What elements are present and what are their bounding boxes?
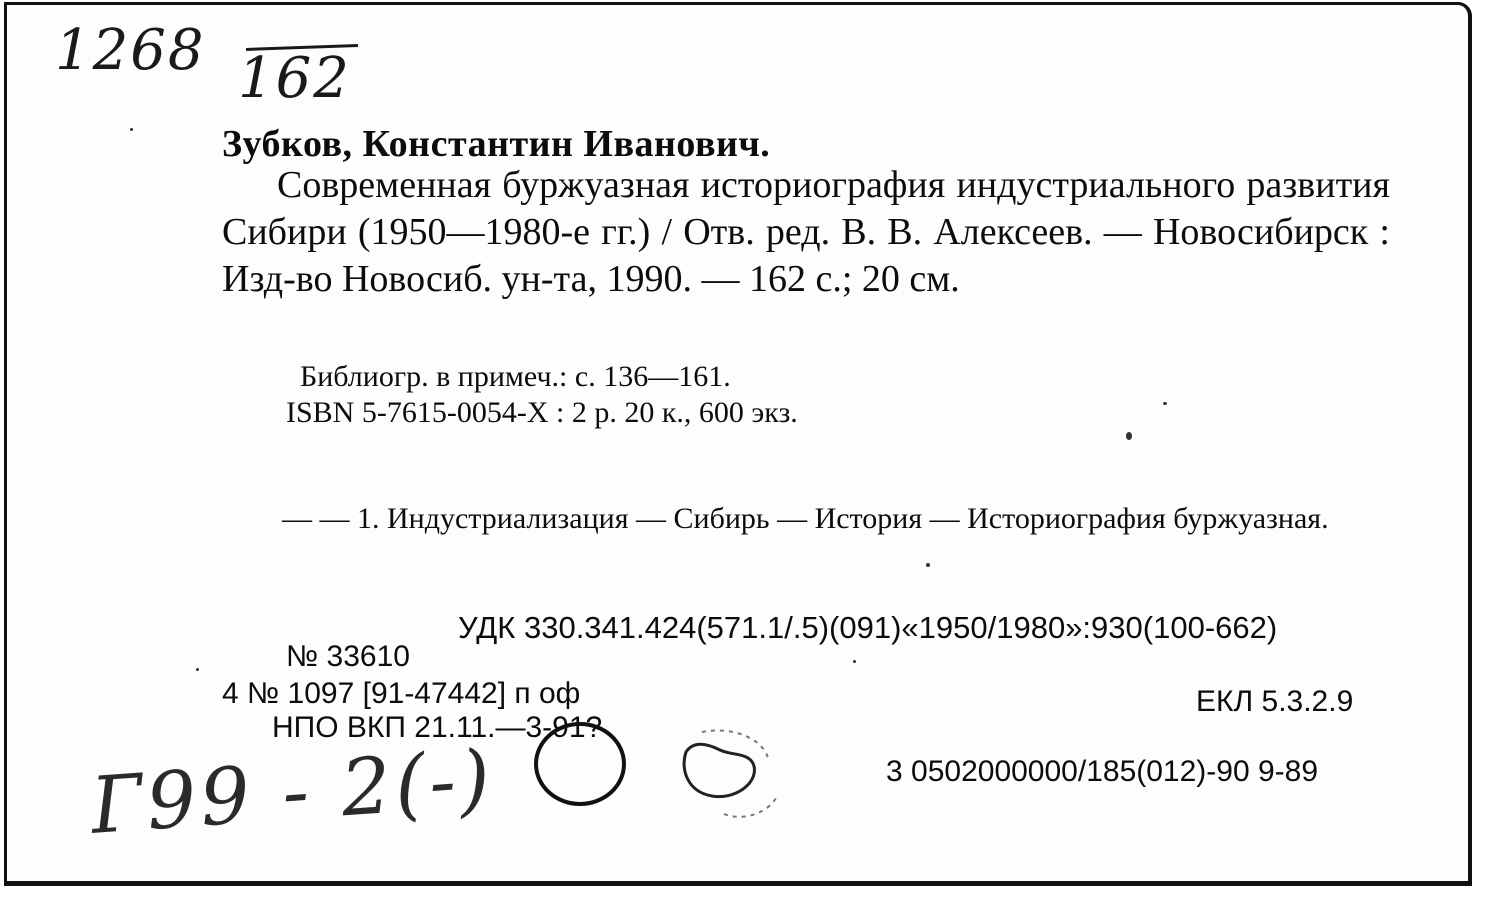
scan-speck (1163, 402, 1167, 405)
inventory-handwriting: Г99 - 2(-) (88, 733, 497, 852)
scan-speck (853, 660, 856, 663)
scan-speck (130, 128, 133, 131)
card-number: № 33610 (286, 640, 410, 673)
bibliographic-description: Современная буржуазная историография индустриального развития Сибири (1950—1980-е гг.) / Отв. ред. В. В. Алексеев. — Новосибирск : Изд-во Новосиб. ун-та, 1990. — 162 с.; 20 см. (222, 164, 1390, 300)
ekl-code: ЕКЛ 5.3.2.9 (1196, 685, 1354, 718)
order-line: 4 № 1097 [91-47442] п оф (222, 677, 581, 710)
scan-speck (196, 668, 199, 671)
card-hole-icon (530, 718, 630, 810)
shelf-mark-left: 1268 (55, 18, 206, 83)
npo-line: НПО ВКП 21.11.—3-91? (272, 711, 603, 744)
bibliography-note: Библиогр. в примеч.: с. 136—161. (300, 360, 731, 393)
scan-speck (926, 563, 930, 567)
index-code: 3 0502000000/185(012)-90 9-89 (886, 755, 1319, 788)
subject-heading: — — 1. Индустриализация — Сибирь — История — Историография буржуазная. (282, 502, 1329, 535)
faint-stamp-icon (672, 722, 784, 832)
shelf-mark-right: 162 (238, 46, 351, 111)
udk-code: УДК 330.341.424(571.1/.5)(091)«1950/1980»:930(100-662) (458, 610, 1278, 645)
isbn-note: ISBN 5-7615-0054-X : 2 р. 20 к., 600 экз. (286, 396, 798, 429)
scan-speck (1126, 432, 1132, 440)
author-heading: Зубков, Константин Иванович. (222, 123, 771, 165)
